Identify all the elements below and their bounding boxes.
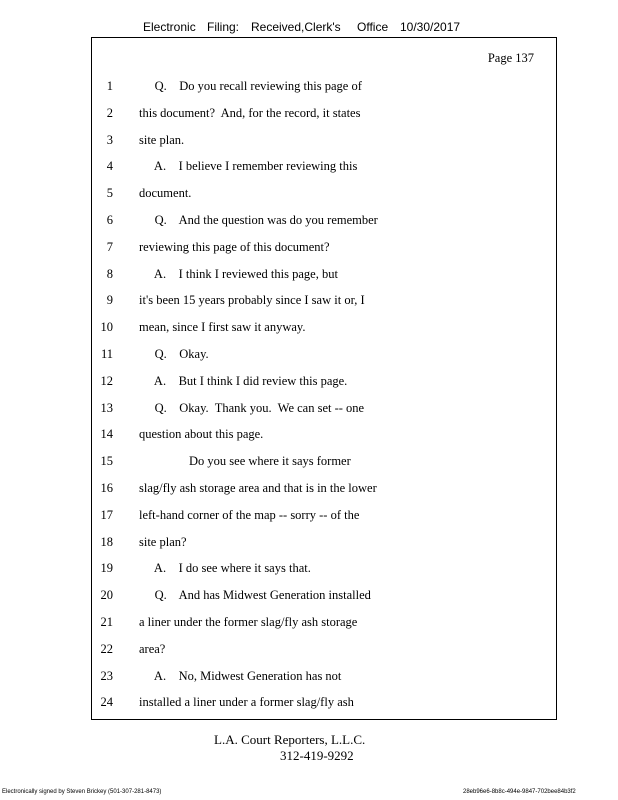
line-text: A. I believe I remember reviewing this — [139, 159, 358, 174]
header-date: 10/30/2017 — [400, 20, 461, 34]
line-text: A. No, Midwest Generation has not — [139, 668, 342, 683]
line-number: 15 — [100, 454, 113, 469]
header-office: Office — [357, 20, 389, 34]
transcript-line — [92, 293, 556, 313]
transcript-line — [92, 508, 556, 528]
line-text: A. I think I reviewed this page, but — [139, 266, 338, 281]
transcript-line — [92, 347, 556, 367]
line-number: 13 — [100, 400, 113, 415]
transcript-line — [92, 106, 556, 126]
transcript-line — [92, 240, 556, 260]
footer-company: L.A. Court Reporters, L.L.C. — [214, 732, 366, 747]
page-number: Page 137 — [487, 51, 534, 65]
line-text: area? — [139, 641, 166, 656]
transcript-line — [92, 374, 556, 394]
transcript-line — [92, 588, 556, 608]
transcript-line — [92, 535, 556, 555]
line-number: 11 — [100, 347, 113, 361]
line-text: this document? And, for the record, it states — [139, 105, 361, 120]
transcript-line — [92, 186, 556, 206]
line-text: a liner under the former slag/fly ash storage — [139, 615, 358, 629]
transcript-line — [92, 454, 556, 474]
transcript-line — [92, 615, 556, 635]
line-text: Q. Okay. Thank you. We can set -- one — [139, 400, 365, 415]
transcript-line — [92, 79, 556, 99]
line-text: Q. Do you recall reviewing this page of — [139, 79, 362, 93]
line-number: 6 — [106, 213, 113, 227]
line-number: 16 — [100, 481, 113, 495]
line-number: 22 — [100, 641, 113, 656]
line-number: 17 — [100, 507, 113, 522]
line-number: 1 — [106, 79, 113, 93]
line-number: 18 — [100, 534, 113, 549]
line-text: slag/fly ash storage area and that is in the lower — [139, 481, 377, 495]
line-number: 3 — [106, 132, 113, 147]
header-received: Received,Clerk's — [251, 20, 341, 34]
transcript-line — [92, 320, 556, 340]
transcript-line — [92, 481, 556, 501]
line-text: question about this page. — [139, 427, 264, 442]
line-text: document. — [139, 186, 192, 201]
transcript-line — [92, 213, 556, 233]
transcript-line — [92, 401, 556, 421]
line-text: Q. And has Midwest Generation installed — [139, 588, 371, 603]
line-text: A. I do see where it says that. — [139, 561, 311, 576]
line-number: 2 — [106, 105, 113, 120]
transcript-line — [92, 159, 556, 179]
line-number: 8 — [106, 266, 113, 281]
line-text: Do you see where it says former — [139, 454, 351, 469]
line-number: 5 — [106, 186, 113, 201]
line-number: 12 — [100, 373, 113, 388]
transcript-line — [92, 669, 556, 689]
line-text: site plan? — [139, 534, 187, 549]
signature-right: 28eb96e6-8b8c-494e-9847-702bee84b3f2 — [463, 789, 576, 795]
transcript-line — [92, 695, 556, 715]
line-text: site plan. — [139, 132, 185, 147]
line-text: it's been 15 years probably since I saw it or, I — [139, 293, 365, 308]
line-text: Q. And the question was do you remember — [139, 213, 378, 227]
footer-phone: 312-419-9292 — [280, 748, 354, 763]
line-text: reviewing this page of this document? — [139, 239, 330, 254]
transcript-line — [92, 133, 556, 153]
line-number: 9 — [106, 293, 113, 308]
line-number: 4 — [106, 159, 113, 174]
line-number: 14 — [100, 427, 113, 442]
line-text: left-hand corner of the map -- sorry -- of the — [139, 507, 360, 522]
transcript-line — [92, 267, 556, 287]
transcript-line — [92, 561, 556, 581]
transcript-line — [92, 642, 556, 662]
line-text: mean, since I first saw it anyway. — [139, 320, 306, 335]
header-electronic: Electronic — [143, 20, 196, 34]
header-filing: Filing: — [207, 20, 240, 34]
signature-left: Electronically signed by Steven Brickey (501-307-281-8473) — [2, 789, 162, 795]
line-number: 10 — [100, 320, 113, 335]
transcript-line — [92, 427, 556, 447]
line-number: 24 — [100, 695, 113, 710]
line-number: 20 — [100, 588, 113, 603]
transcript-page — [91, 37, 557, 720]
line-number: 23 — [100, 668, 113, 683]
line-text: Q. Okay. — [139, 347, 209, 361]
line-number: 19 — [100, 561, 113, 576]
line-text: installed a liner under a former slag/fly ash — [139, 695, 354, 710]
line-text: A. But I think I did review this page. — [139, 373, 348, 388]
line-number: 21 — [100, 615, 113, 629]
line-number: 7 — [106, 239, 113, 254]
